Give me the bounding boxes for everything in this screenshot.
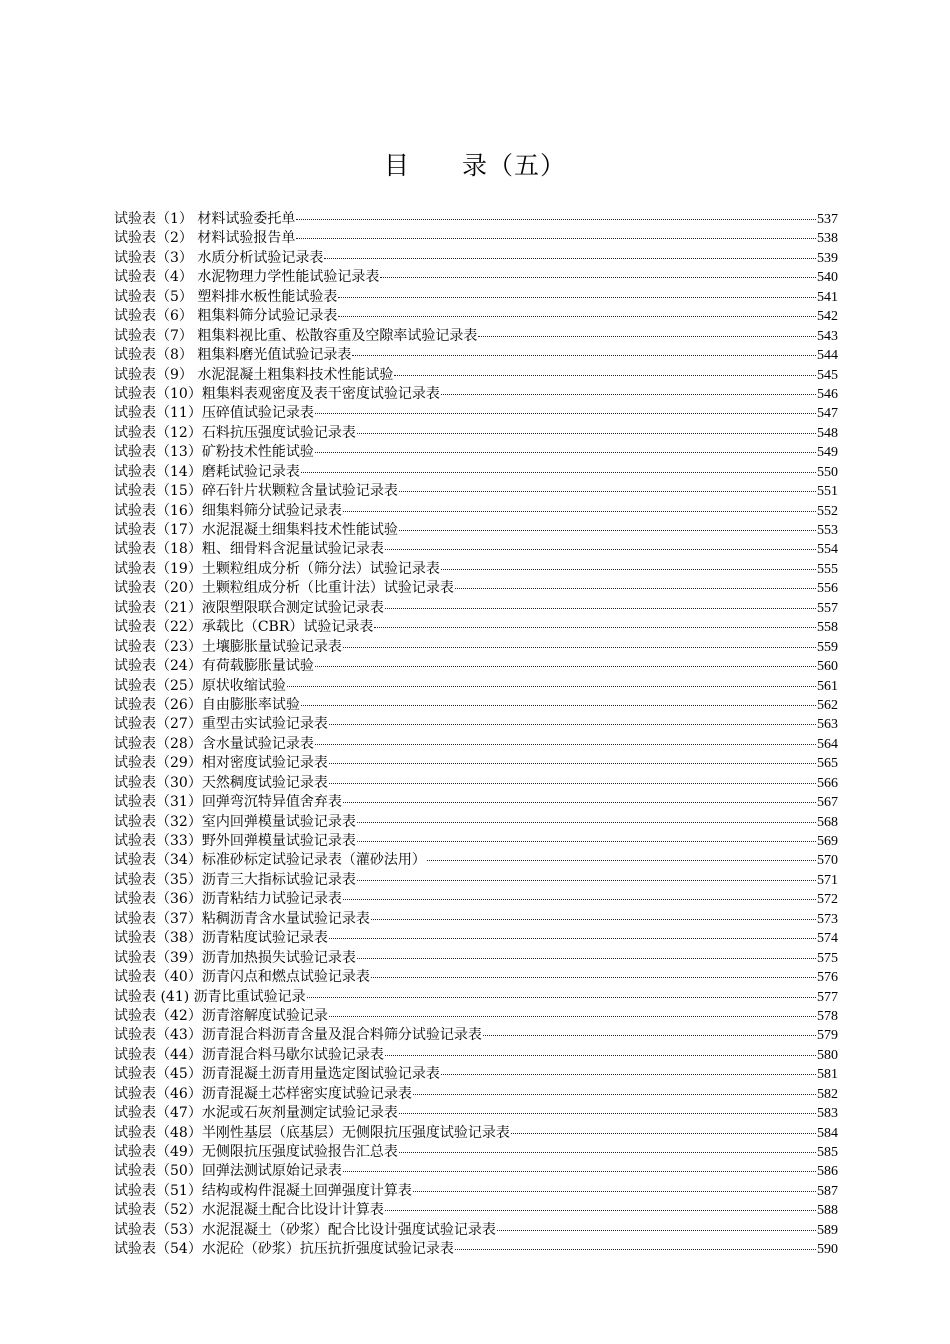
toc-entry[interactable] <box>114 599 838 618</box>
toc-entry-label: 试验表（5） 塑料排水板性能试验表 <box>114 288 338 305</box>
dot-leader <box>427 860 816 861</box>
toc-entry-label: 试验表（23）土壤膨胀量试验记录表 <box>114 638 342 655</box>
dot-leader <box>315 413 816 414</box>
toc-entry-page-number: 555 <box>817 561 838 577</box>
toc-entry-page-number: 587 <box>817 1183 838 1199</box>
toc-entry[interactable] <box>114 268 838 287</box>
toc-entry-label: 试验表（2） 材料试验报告单 <box>114 230 296 247</box>
dot-leader <box>287 686 816 687</box>
table-of-contents <box>114 210 838 1260</box>
dot-leader <box>343 511 816 512</box>
toc-entry[interactable] <box>114 851 838 870</box>
toc-entry-page-number: 560 <box>817 659 838 675</box>
toc-entry-page-number: 562 <box>817 697 838 713</box>
toc-entry-page-number: 550 <box>817 464 838 480</box>
toc-entry[interactable] <box>114 696 838 715</box>
toc-entry-label: 试验表（17）水泥混凝土细集料技术性能试验 <box>114 522 398 538</box>
toc-entry-label: 试验表（10）粗集料表观密度及表干密度试验记录表 <box>114 385 440 402</box>
dot-leader <box>315 452 816 453</box>
toc-entry-label: 试验表（29）相对密度试验记录表 <box>114 755 328 772</box>
toc-entry-label: 试验表（31）回弹弯沉特异值舍弃表 <box>114 794 342 811</box>
toc-entry[interactable] <box>114 404 838 423</box>
dot-leader <box>301 472 816 473</box>
toc-entry-page-number: 546 <box>817 386 838 402</box>
toc-entry-page-number: 573 <box>817 911 838 927</box>
toc-entry-page-number: 578 <box>817 1008 838 1024</box>
toc-entry-page-number: 569 <box>817 834 838 849</box>
dot-leader <box>343 802 816 803</box>
toc-entry-page-number: 554 <box>817 542 838 558</box>
toc-entry-label: 试验表（36）沥青粘结力试验记录表 <box>114 891 342 908</box>
toc-entry-label: 试验表（1） 材料试验委托单 <box>114 211 296 227</box>
dot-leader <box>343 899 816 900</box>
toc-entry-label: 试验表（16）细集料筛分试验记录表 <box>114 502 342 519</box>
toc-entry-label: 试验表（6） 粗集料筛分试验记录表 <box>114 308 338 325</box>
toc-entry[interactable] <box>114 774 838 793</box>
dot-leader <box>399 491 816 492</box>
dot-leader <box>455 1249 816 1250</box>
toc-entry-page-number: 549 <box>817 445 838 461</box>
dot-leader <box>441 394 816 395</box>
toc-entry-label: 试验表（20）土颗粒组成分析（比重计法）试验记录表 <box>114 580 454 597</box>
toc-entry[interactable] <box>114 579 838 598</box>
dot-leader <box>357 433 816 434</box>
toc-entry[interactable] <box>114 307 838 326</box>
dot-leader <box>413 1094 816 1095</box>
toc-entry-page-number: 553 <box>817 523 838 538</box>
toc-entry-page-number: 559 <box>817 639 838 655</box>
toc-entry[interactable] <box>114 1085 838 1104</box>
toc-entry-page-number: 570 <box>817 853 838 869</box>
toc-entry-label: 试验表（54）水泥砼（砂浆）抗压抗折强度试验记录表 <box>114 1241 454 1258</box>
toc-entry-page-number: 551 <box>817 484 838 500</box>
dot-leader <box>343 647 816 648</box>
toc-entry-label: 试验表（33）野外回弹模量试验记录表 <box>114 833 356 849</box>
toc-entry-label: 试验表（22）承载比（CBR）试验记录表 <box>114 619 374 636</box>
dot-leader <box>338 297 816 298</box>
toc-entry-page-number: 583 <box>817 1106 838 1122</box>
toc-entry-page-number: 552 <box>817 503 838 519</box>
toc-entry-label: 试验表（47）水泥或石灰剂量测定试验记录表 <box>114 1105 398 1122</box>
toc-entry[interactable] <box>114 327 838 346</box>
dot-leader <box>315 666 816 667</box>
toc-entry[interactable] <box>114 754 838 773</box>
dot-leader <box>296 219 816 220</box>
toc-entry-label: 试验表（12）石料抗压强度试验记录表 <box>114 424 356 441</box>
dot-leader <box>352 355 816 356</box>
toc-entry-page-number: 580 <box>817 1047 838 1063</box>
dot-leader <box>296 238 816 239</box>
toc-entry[interactable] <box>114 638 838 657</box>
toc-entry-page-number: 586 <box>817 1164 838 1180</box>
toc-entry[interactable] <box>114 735 838 754</box>
toc-entry-page-number: 548 <box>817 425 838 441</box>
toc-entry-label: 试验表（11）压碎值试验记录表 <box>114 405 314 422</box>
toc-entry-label: 试验表 (41) 沥青比重试验记录 <box>114 988 306 1005</box>
toc-entry[interactable] <box>114 443 838 462</box>
toc-entry-label: 试验表（34）标准砂标定试验记录表（灌砂法用） <box>114 852 426 869</box>
toc-entry-label: 试验表（3） 水质分析试验记录表 <box>114 249 324 266</box>
toc-entry-label: 试验表（46）沥青混凝土芯样密实度试验记录表 <box>114 1085 412 1102</box>
toc-entry[interactable] <box>114 210 838 229</box>
dot-leader <box>478 336 816 337</box>
page-title <box>0 146 950 182</box>
toc-entry-page-number: 538 <box>817 231 838 247</box>
toc-entry[interactable] <box>114 249 838 268</box>
toc-entry[interactable] <box>114 988 838 1007</box>
toc-entry[interactable] <box>114 424 838 443</box>
toc-entry-label: 试验表（26）自由膨胀率试验 <box>114 696 300 713</box>
toc-entry-label: 试验表（21）液限塑限联合测定试验记录表 <box>114 599 384 616</box>
toc-entry-label: 试验表（52）水泥混凝土配合比设计计算表 <box>114 1202 384 1219</box>
toc-entry-label: 试验表（24）有荷载膨胀量试验 <box>114 658 314 675</box>
toc-entry[interactable] <box>114 1221 838 1240</box>
dot-leader <box>315 744 816 745</box>
dot-leader <box>371 919 816 920</box>
dot-leader <box>329 763 816 764</box>
dot-leader <box>357 880 816 881</box>
toc-entry-label: 试验表（8） 粗集料磨光值试验记录表 <box>114 347 352 364</box>
toc-entry-page-number: 577 <box>817 989 838 1005</box>
dot-leader <box>511 1133 816 1134</box>
toc-entry-page-number: 567 <box>817 795 838 811</box>
toc-entry[interactable] <box>114 1201 838 1220</box>
dot-leader <box>413 1191 816 1192</box>
toc-entry[interactable] <box>114 1104 838 1123</box>
dot-leader <box>329 724 816 725</box>
dot-leader <box>385 1210 816 1211</box>
dot-leader <box>497 1230 816 1231</box>
toc-entry-label: 试验表（37）粘稠沥青含水量试验记录表 <box>114 910 370 927</box>
toc-entry-page-number: 589 <box>817 1222 838 1238</box>
toc-entry-page-number: 543 <box>817 328 838 344</box>
toc-entry-page-number: 585 <box>817 1145 838 1160</box>
dot-leader <box>329 938 816 939</box>
toc-entry-page-number: 582 <box>817 1086 838 1102</box>
toc-entry[interactable] <box>114 793 838 812</box>
toc-entry[interactable] <box>114 521 838 540</box>
toc-entry[interactable] <box>114 890 838 909</box>
toc-entry-page-number: 545 <box>817 367 838 383</box>
dot-leader <box>385 608 816 609</box>
toc-entry[interactable] <box>114 1026 838 1045</box>
toc-entry-label: 试验表（28）含水量试验记录表 <box>114 735 314 752</box>
toc-entry[interactable] <box>114 968 838 987</box>
toc-entry[interactable] <box>114 677 838 696</box>
dot-leader <box>301 705 816 706</box>
toc-entry-page-number: 571 <box>817 872 838 888</box>
dot-leader <box>357 958 816 959</box>
toc-entry-label: 试验表（25）原状收缩试验 <box>114 677 286 694</box>
toc-entry-page-number: 540 <box>817 270 838 286</box>
toc-entry[interactable] <box>114 715 838 734</box>
toc-entry-label: 试验表（27）重型击实试验记录表 <box>114 716 328 733</box>
toc-entry-label: 试验表（18）粗、细骨料含泥量试验记录表 <box>114 541 384 558</box>
toc-entry-label: 试验表（48）半刚性基层（底基层）无侧限抗压强度试验记录表 <box>114 1124 510 1141</box>
toc-entry-page-number: 566 <box>817 775 838 791</box>
toc-entry-label: 试验表（35）沥青三大指标试验记录表 <box>114 871 356 888</box>
toc-entry-label: 试验表（44）沥青混合料马歇尔试验记录表 <box>114 1046 384 1063</box>
dot-leader <box>357 822 816 823</box>
toc-entry[interactable] <box>114 366 838 385</box>
title-part-1: 目 <box>383 151 410 180</box>
toc-entry[interactable] <box>114 949 838 968</box>
toc-entry[interactable] <box>114 288 838 307</box>
toc-entry-page-number: 568 <box>817 814 838 830</box>
dot-leader <box>441 1074 816 1075</box>
dot-leader <box>441 569 816 570</box>
toc-entry[interactable] <box>114 482 838 501</box>
toc-entry-page-number: 542 <box>817 309 838 325</box>
toc-entry-page-number: 565 <box>817 756 838 772</box>
toc-entry[interactable] <box>114 385 838 404</box>
toc-entry-label: 试验表（9） 水泥混凝土粗集料技术性能试验 <box>114 366 394 383</box>
toc-entry[interactable] <box>114 540 838 559</box>
toc-entry-page-number: 541 <box>817 289 838 305</box>
toc-entry-label: 试验表（30）天然稠度试验记录表 <box>114 774 328 791</box>
toc-entry-page-number: 544 <box>817 348 838 364</box>
toc-entry-page-number: 572 <box>817 892 838 908</box>
dot-leader <box>399 530 816 531</box>
dot-leader <box>324 258 816 259</box>
toc-entry-label: 试验表（40）沥青闪点和燃点试验记录表 <box>114 969 370 986</box>
toc-entry[interactable] <box>114 813 838 832</box>
toc-entry[interactable] <box>114 1240 838 1259</box>
toc-entry-page-number: 558 <box>817 620 838 636</box>
toc-entry[interactable] <box>114 929 838 948</box>
toc-entry[interactable] <box>114 1143 838 1162</box>
toc-entry-page-number: 579 <box>817 1028 838 1044</box>
toc-entry[interactable] <box>114 1182 838 1201</box>
dot-leader <box>329 783 816 784</box>
dot-leader <box>385 549 816 550</box>
toc-entry-page-number: 575 <box>817 950 838 966</box>
toc-entry-label: 试验表（45）沥青混凝土沥青用量选定图试验记录表 <box>114 1066 440 1083</box>
toc-entry-label: 试验表（19）土颗粒组成分析（筛分法）试验记录表 <box>114 560 440 577</box>
toc-entry-page-number: 557 <box>817 600 838 616</box>
toc-entry[interactable] <box>114 832 838 851</box>
dot-leader <box>338 316 816 317</box>
toc-entry[interactable] <box>114 1124 838 1143</box>
toc-entry[interactable] <box>114 463 838 482</box>
toc-entry[interactable] <box>114 346 838 365</box>
toc-entry-label: 试验表（51）结构或构件混凝土回弹强度计算表 <box>114 1182 412 1199</box>
toc-entry[interactable] <box>114 1007 838 1026</box>
toc-entry[interactable] <box>114 657 838 676</box>
toc-entry[interactable] <box>114 1065 838 1084</box>
toc-entry-page-number: 563 <box>817 717 838 733</box>
toc-entry[interactable] <box>114 502 838 521</box>
toc-entry-page-number: 584 <box>817 1125 838 1141</box>
dot-leader <box>374 627 816 628</box>
dot-leader <box>380 277 816 278</box>
toc-entry-label: 试验表（49）无侧限抗压强度试验报告汇总表 <box>114 1144 398 1160</box>
toc-entry-label: 试验表（7） 粗集料视比重、松散容重及空隙率试验记录表 <box>114 327 478 344</box>
dot-leader <box>483 1035 816 1036</box>
dot-leader <box>399 1152 816 1153</box>
dot-leader <box>329 1016 816 1017</box>
toc-entry[interactable] <box>114 560 838 579</box>
toc-entry-label: 试验表（14）磨耗试验记录表 <box>114 463 300 480</box>
dot-leader <box>371 977 816 978</box>
toc-entry-page-number: 556 <box>817 581 838 597</box>
toc-entry-page-number: 561 <box>817 678 838 694</box>
toc-entry-label: 试验表（43）沥青混合料沥青含量及混合料筛分试验记录表 <box>114 1027 482 1044</box>
toc-entry[interactable] <box>114 1162 838 1181</box>
dot-leader <box>385 1055 816 1056</box>
toc-entry-page-number: 590 <box>817 1242 838 1258</box>
title-part-2: 录（五） <box>462 151 567 180</box>
dot-leader <box>357 841 816 842</box>
toc-entry-label: 试验表（39）沥青加热损失试验记录表 <box>114 949 356 966</box>
toc-entry-page-number: 576 <box>817 970 838 986</box>
toc-entry-page-number: 537 <box>817 212 838 227</box>
toc-entry-label: 试验表（53）水泥混凝土（砂浆）配合比设计强度试验记录表 <box>114 1221 496 1238</box>
toc-entry[interactable] <box>114 618 838 637</box>
toc-entry-label: 试验表（50）回弹法测试原始记录表 <box>114 1163 342 1180</box>
toc-entry-page-number: 564 <box>817 736 838 752</box>
dot-leader <box>394 375 816 376</box>
toc-entry[interactable] <box>114 1046 838 1065</box>
toc-entry-label: 试验表（4） 水泥物理力学性能试验记录表 <box>114 269 380 286</box>
dot-leader <box>343 1171 816 1172</box>
toc-entry[interactable] <box>114 229 838 248</box>
toc-entry-page-number: 547 <box>817 406 838 422</box>
toc-entry-label: 试验表（13）矿粉技术性能试验 <box>114 444 314 461</box>
toc-entry-page-number: 588 <box>817 1203 838 1219</box>
dot-leader <box>399 1113 816 1114</box>
toc-entry-page-number: 574 <box>817 931 838 947</box>
toc-entry[interactable] <box>114 910 838 929</box>
toc-entry-label: 试验表（42）沥青溶解度试验记录 <box>114 1007 328 1024</box>
toc-entry-label: 试验表（15）碎石针片状颗粒含量试验记录表 <box>114 483 398 500</box>
toc-entry-label: 试验表（32）室内回弹模量试验记录表 <box>114 813 356 830</box>
toc-entry[interactable] <box>114 871 838 890</box>
toc-entry-page-number: 539 <box>817 250 838 266</box>
dot-leader <box>455 588 816 589</box>
toc-entry-page-number: 581 <box>817 1067 838 1083</box>
dot-leader <box>307 997 816 998</box>
toc-entry-label: 试验表（38）沥青粘度试验记录表 <box>114 930 328 947</box>
